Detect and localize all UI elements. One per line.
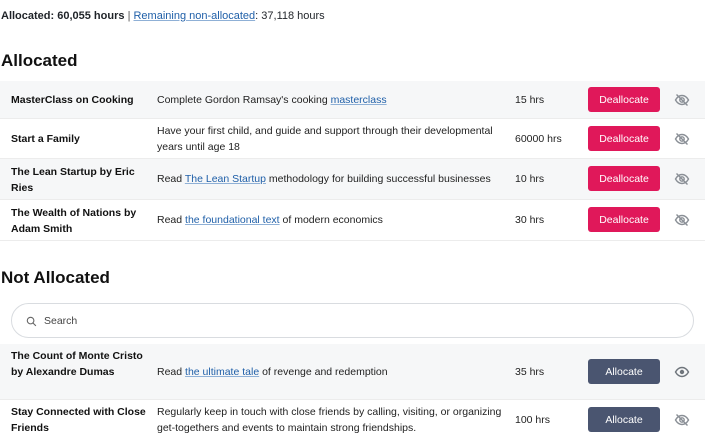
item-title: The Count of Monte Cristo by Alexandre Dumas	[11, 350, 143, 378]
eye-slash-icon[interactable]	[674, 212, 690, 228]
table-row	[0, 159, 705, 200]
deallocate-button[interactable]: Deallocate	[588, 207, 660, 232]
description-link[interactable]: the ultimate tale	[185, 366, 260, 378]
eye-icon[interactable]	[674, 364, 690, 380]
item-description	[157, 364, 502, 380]
description-text: of revenge and redemption	[259, 366, 388, 378]
search-input[interactable]	[44, 312, 644, 330]
eye-slash-icon[interactable]	[674, 412, 690, 428]
item-title: Start a Family	[11, 133, 80, 145]
remaining-link[interactable]: Remaining non-allocated	[133, 10, 256, 22]
allocated-total: Allocated: 60,055 hours	[1, 10, 125, 22]
search-bar[interactable]	[11, 303, 694, 338]
not-allocated-heading: Not Allocated	[1, 268, 110, 287]
summary-separator: |	[127, 10, 131, 22]
item-description	[157, 212, 502, 228]
deallocate-button[interactable]: Deallocate	[588, 126, 660, 151]
table-row	[0, 119, 705, 159]
description-text: methodology for building successful businesses	[265, 173, 491, 185]
description-text: of modern economics	[279, 214, 383, 226]
description-text: Read	[157, 173, 185, 185]
allocated-heading: Allocated	[1, 51, 78, 70]
description-text: Read	[157, 366, 186, 378]
item-description	[157, 92, 502, 108]
table-row	[0, 81, 705, 119]
allocation-summary	[1, 10, 325, 22]
description-text: Complete Gordon Ramsay's cooking	[157, 94, 331, 106]
not-allocated-table	[0, 344, 705, 437]
item-title: Stay Connected with Close Friends	[11, 406, 146, 434]
item-description: Have your first child, and guide and support through their developmental years until age 18	[157, 125, 493, 153]
item-hours: 35 hrs	[515, 366, 545, 378]
description-link[interactable]: masterclass	[330, 94, 387, 106]
table-row	[0, 344, 705, 400]
eye-slash-icon[interactable]	[674, 171, 690, 187]
eye-slash-icon[interactable]	[674, 131, 690, 147]
item-description	[157, 171, 502, 187]
item-hours: 15 hrs	[515, 94, 545, 106]
description-link[interactable]: The Lean Startup	[184, 173, 266, 185]
item-hours: 10 hrs	[515, 173, 545, 185]
table-row	[0, 400, 705, 437]
item-hours: 60000 hrs	[515, 133, 562, 145]
deallocate-button[interactable]: Deallocate	[588, 166, 660, 191]
search-icon	[26, 316, 37, 327]
item-title: The Wealth of Nations by Adam Smith	[11, 207, 137, 235]
description-link[interactable]: the foundational text	[185, 214, 280, 226]
item-hours: 30 hrs	[515, 214, 545, 226]
item-title: The Lean Startup by Eric Ries	[11, 166, 135, 194]
deallocate-button[interactable]: Deallocate	[588, 87, 660, 112]
allocated-table	[0, 81, 705, 241]
item-title: MasterClass on Cooking	[11, 94, 134, 106]
description-text: Read	[157, 214, 186, 226]
eye-slash-icon[interactable]	[674, 92, 690, 108]
item-hours: 100 hrs	[515, 414, 551, 426]
allocate-button[interactable]: Allocate	[588, 359, 660, 384]
allocate-button[interactable]: Allocate	[588, 407, 660, 432]
item-description: Regularly keep in touch with close friends by calling, visiting, or organizing get-togethers and events to maintain strong friendships.	[157, 406, 502, 434]
table-row	[0, 200, 705, 241]
remaining-total: : 37,118 hours	[255, 10, 325, 22]
